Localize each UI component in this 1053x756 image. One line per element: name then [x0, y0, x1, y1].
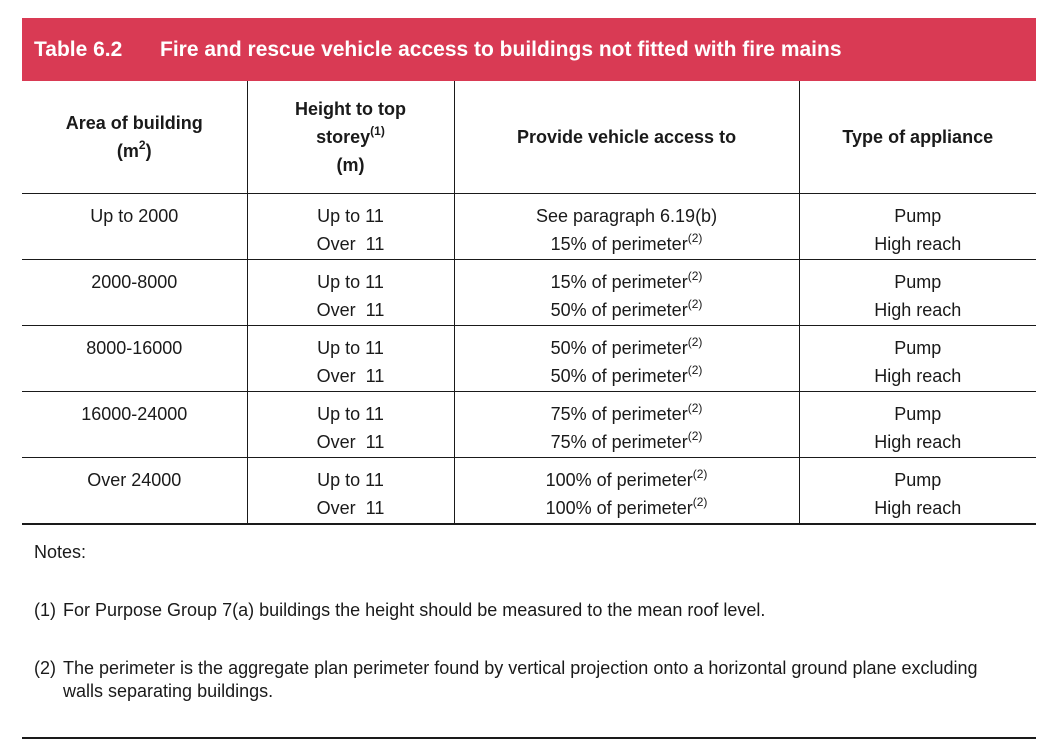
- cell-area: Over 24000: [22, 458, 247, 525]
- cell-appliance: Pump High reach: [799, 458, 1036, 525]
- cell-appliance: Pump High reach: [799, 326, 1036, 392]
- cell-access: 75% of perimeter$^{(2)}$ 75% of perimeter$^{(2)}$: [454, 392, 799, 458]
- cell-access: 50% of perimeter$^{(2)}$ 50% of perimeter$^{(2)}$: [454, 326, 799, 392]
- note-text: For Purpose Group 7(a) buildings the height should be measured to the mean roof level.: [63, 600, 766, 620]
- cell-height: Up to 11 Over 11: [247, 326, 454, 392]
- cell-area: Up to 2000: [22, 194, 247, 260]
- cell-area: 2000-8000: [22, 260, 247, 326]
- notes-section: [22, 525, 1036, 739]
- header-height-label: Height to top: [295, 99, 406, 119]
- header-area: [22, 81, 247, 194]
- cell-area: 16000-24000: [22, 392, 247, 458]
- header-height-storey: storey$^{(1)}$: [316, 124, 385, 147]
- header-row: [22, 81, 1036, 194]
- cell-access: 100% of perimeter$^{(2)}$ 100% of perimeter$^{(2)}$: [454, 458, 799, 525]
- cell-height: Up to 11 Over 11: [247, 392, 454, 458]
- cell-access: 15% of perimeter$^{(2)}$ 50% of perimeter$^{(2)}$: [454, 260, 799, 326]
- notes-heading: Notes:: [34, 542, 87, 562]
- table-row: [22, 326, 1036, 392]
- table-number: Table 6.2: [34, 37, 123, 61]
- table-title-bar: [22, 18, 1036, 81]
- note-number: (1): [34, 600, 56, 620]
- cell-area: 8000-16000: [22, 326, 247, 392]
- table-6-2: [22, 18, 1036, 739]
- table-row: [22, 458, 1036, 525]
- cell-appliance: Pump High reach: [799, 194, 1036, 260]
- header-area-unit: $(m^2)$: [116, 138, 152, 161]
- access-table: [22, 81, 1036, 525]
- note-item: [34, 599, 1036, 622]
- header-appliance: Type of appliance: [799, 81, 1036, 194]
- cell-appliance: Pump High reach: [799, 260, 1036, 326]
- header-height-unit: (m): [336, 155, 365, 175]
- cell-height: Up to 11 Over 11: [247, 194, 454, 260]
- cell-height: Up to 11 Over 11: [247, 458, 454, 525]
- table-row: [22, 392, 1036, 458]
- header-height: [247, 81, 454, 194]
- note-text: The perimeter is the aggregate plan perimeter found by vertical projection onto a horizontal ground plane excluding walls separating buildings.: [63, 658, 978, 701]
- note-number: (2): [34, 658, 56, 678]
- table-row: [22, 260, 1036, 326]
- cell-access: See paragraph 6.19(b) 15% of perimeter$^{(2)}$: [454, 194, 799, 260]
- header-access: Provide vehicle access to: [454, 81, 799, 194]
- cell-height: Up to 11 Over 11: [247, 260, 454, 326]
- table-row: [22, 194, 1036, 260]
- table-title: Fire and rescue vehicle access to buildings not fitted with fire mains: [160, 37, 842, 61]
- header-area-label: Area of building: [65, 113, 203, 133]
- note-item: [34, 657, 1036, 703]
- cell-appliance: Pump High reach: [799, 392, 1036, 458]
